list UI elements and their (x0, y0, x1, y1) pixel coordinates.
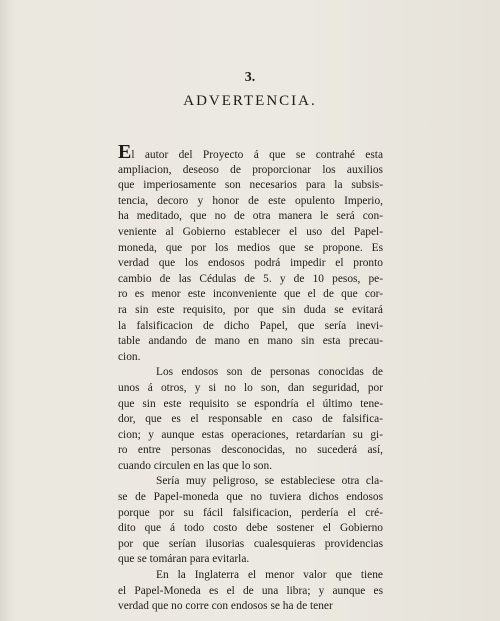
text-line (118, 443, 383, 459)
text-line-content: ra sin este requisito, por que sin duda se evitará (118, 303, 383, 316)
text-line-content: que sin este requisito se espondría el último tene- (118, 397, 383, 410)
body-text (118, 141, 383, 615)
text-line-content: dito que á todo costo debe sostener el Gobierno (118, 522, 383, 535)
text-line (118, 163, 383, 179)
text-line-content: moneda, que por los medios que se propone. Es (118, 241, 383, 254)
text-line (118, 584, 383, 600)
text-line-content: Los endosos son de personas conocidas de (156, 366, 383, 379)
text-line-content: cambio de las Cédulas de 5. y de 10 pesos, pe- (118, 272, 383, 285)
text-line-content: ro entre personas desconocidas, no sucederá así, (118, 444, 383, 457)
text-line (118, 334, 383, 350)
text-line-content: cuando circulen en las que lo son. (118, 459, 273, 472)
text-line (118, 397, 383, 413)
text-line-content: verdad que no corre con endosos se ha de tener (118, 600, 333, 613)
text-line (118, 568, 383, 584)
text-line-content: que se tomáran para evitarla. (118, 553, 250, 566)
text-line-content: ro es menor este inconveniente que el de que cor- (118, 288, 383, 301)
text-line (118, 319, 383, 335)
text-line (118, 381, 383, 397)
paragraph (118, 474, 383, 568)
page-number: 3. (244, 70, 256, 85)
text-line (118, 521, 383, 537)
text-line-content: cion. (118, 350, 141, 363)
text-line (118, 272, 383, 288)
drop-cap: E (118, 141, 132, 163)
text-line-content: veniente al Gobierno establecer el uso del Papel- (118, 225, 383, 238)
paragraph (118, 141, 383, 365)
paragraph (118, 568, 383, 615)
text-line-content: tencia, decoro y honor de este opulento Imperio, (118, 194, 383, 207)
text-line (118, 303, 383, 319)
text-line-content: En la Inglaterra el menor valor que tiene (156, 569, 383, 582)
text-line-content: el Papel-Moneda es el de una libra; y aunque es (118, 584, 383, 597)
text-line (118, 428, 383, 444)
text-line-content: que imperiosamente son necesarios para la subsis- (118, 179, 383, 192)
text-line-content: unos á otros, y si no lo son, dan seguridad, por (118, 381, 383, 394)
text-line (118, 474, 383, 490)
text-line (118, 241, 383, 257)
text-line (118, 506, 383, 522)
text-line-content: por que serían ilusorias cualesquieras providencias (118, 537, 383, 550)
text-line (118, 412, 383, 428)
text-line-content: verdad que los endosos podrá impedir el pronto (118, 257, 383, 270)
text-line-content: la falsificacion de dicho Papel, que sería inevi- (118, 319, 383, 332)
text-line-content: cion; y aunque estas operaciones, retardarían su gi- (118, 428, 383, 441)
text-line-content: ha meditado, que no de otra manera le será con- (118, 210, 383, 223)
text-line (118, 287, 383, 303)
text-line (118, 194, 383, 210)
text-line-content: table andando de mano en mano sin esta precau- (118, 335, 383, 348)
text-line (118, 225, 383, 241)
text-line (118, 552, 383, 568)
text-line-content: dor, que es el responsable en caso de falsifica- (118, 413, 383, 426)
text-line (118, 350, 383, 366)
text-line-content: Sería muy peligroso, se estableciese otra cla- (156, 475, 383, 488)
text-line-content: ampliacion, deseoso de proporcionar los auxilios (118, 163, 383, 176)
text-line (118, 365, 383, 381)
text-line (118, 256, 383, 272)
text-line (118, 490, 383, 506)
page-heading: ADVERTENCIA. (183, 93, 317, 109)
text-line-content: se de Papel-moneda que no tuviera dichos endosos (118, 491, 383, 504)
text-line (118, 209, 383, 225)
text-line (118, 537, 383, 553)
text-line-content: l autor del Proyecto á que se contrahé esta (131, 149, 383, 161)
text-line (118, 141, 383, 163)
paragraph (118, 365, 383, 474)
text-line (118, 178, 383, 194)
text-line (118, 459, 383, 475)
text-line (118, 599, 383, 615)
text-line-content: porque por su fácil falsificacion, perdería el cré- (118, 506, 383, 519)
